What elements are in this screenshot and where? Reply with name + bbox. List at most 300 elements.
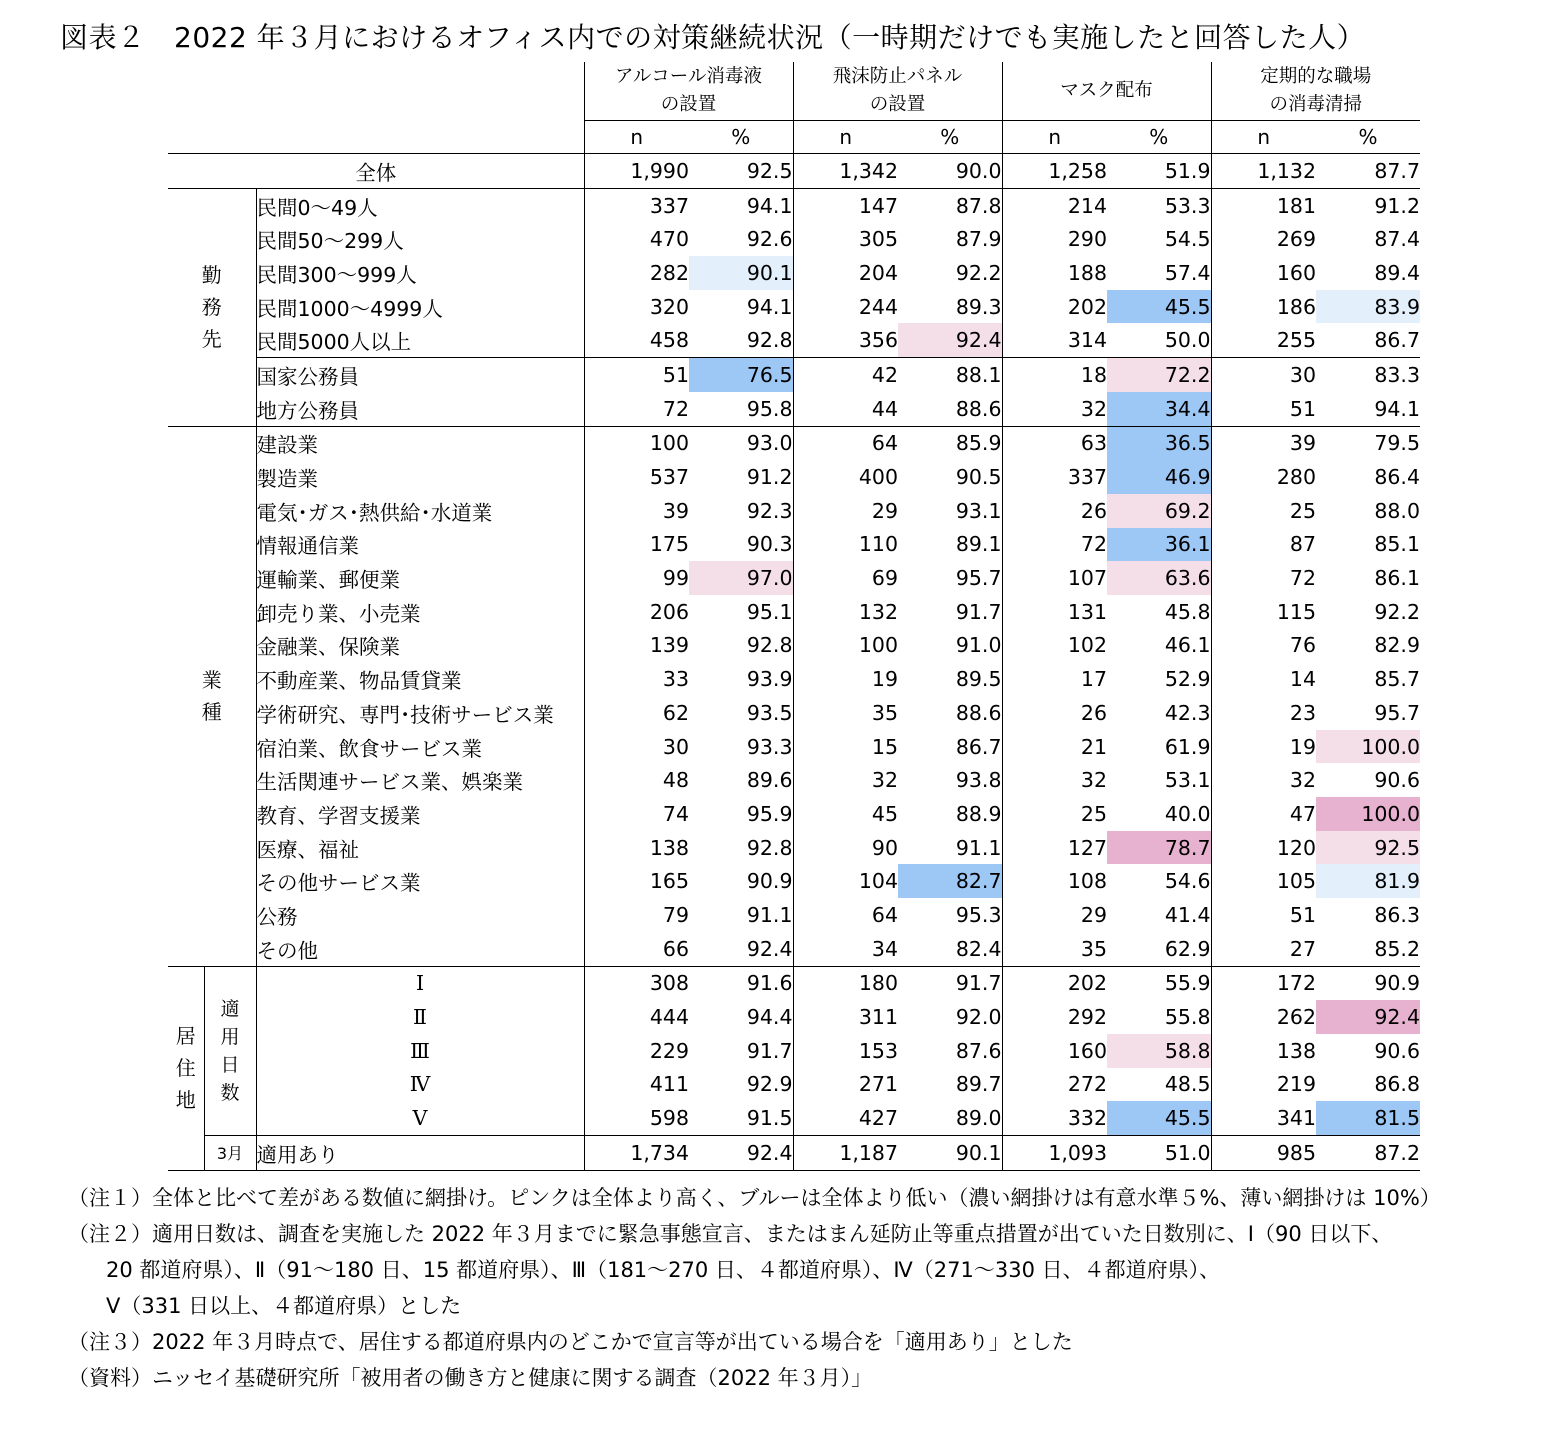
row-label: 民間5000人以上: [256, 323, 584, 357]
data-cell: 91.2: [1316, 188, 1420, 222]
data-cell: 147: [793, 188, 898, 222]
data-cell: 91.7: [955, 599, 1002, 624]
data-cell: 63.6: [1107, 561, 1211, 595]
data-cell: 95.3: [955, 902, 1002, 927]
data-cell: 32: [1002, 392, 1107, 426]
data-cell: 52.9: [1164, 667, 1211, 692]
data-cell: 40.0: [1164, 801, 1211, 826]
data-cell: 64: [793, 426, 898, 460]
data-cell: 45.8: [1164, 599, 1211, 624]
table-row: [168, 528, 1420, 562]
data-cell: 175: [584, 528, 689, 562]
side-label-march: 3月: [204, 1135, 256, 1170]
data-cell: 79: [584, 898, 689, 932]
data-cell: 282: [584, 256, 689, 290]
data-cell: 72: [584, 392, 689, 426]
data-cell: 229: [584, 1034, 689, 1068]
total-cell: 90.0: [898, 154, 1002, 189]
data-cell: 82.4: [955, 936, 1002, 961]
data-cell: 62.9: [1164, 936, 1211, 961]
data-cell: 45.5: [1107, 290, 1211, 324]
data-cell: 271: [793, 1068, 898, 1102]
row-label: 民間1000～4999人: [256, 290, 584, 324]
data-cell: 337: [584, 188, 689, 222]
data-cell: 32: [1002, 763, 1107, 797]
data-cell: 91.1: [746, 902, 793, 927]
data-cell: 78.7: [1107, 831, 1211, 865]
data-cell: 66: [584, 932, 689, 966]
data-cell: 153: [793, 1034, 898, 1068]
table-row: [168, 898, 1420, 932]
data-cell: 23: [1211, 696, 1316, 730]
table-row: [168, 1000, 1420, 1034]
side-label-char: 勤: [201, 263, 222, 288]
table-row: [168, 222, 1420, 256]
row-label: 適用あり: [256, 1135, 584, 1170]
data-cell: 308: [584, 966, 689, 1000]
data-cell: 204: [793, 256, 898, 290]
data-cell: 91.7: [898, 966, 1002, 1000]
data-cell: 115: [1211, 595, 1316, 629]
data-cell: 33: [584, 662, 689, 696]
data-cell: 46.9: [1107, 460, 1211, 494]
note-2-cont: 20 都道府県）、Ⅱ（91～180 日、15 都道府県）、Ⅲ（181～270 日、４都道府県）、Ⅳ（271～330 日、４都道府県）、: [106, 1258, 1221, 1282]
data-cell: 94.4: [746, 1005, 793, 1030]
header-n: n: [1211, 121, 1316, 154]
data-cell: 87.4: [1374, 227, 1420, 252]
row-label: 情報通信業: [256, 528, 584, 562]
data-cell: 34.4: [1107, 392, 1211, 426]
side-label-char: 務: [201, 295, 222, 320]
data-cell: 100.0: [1316, 730, 1420, 764]
row-label: 建設業: [256, 426, 584, 460]
side-label-char: 業: [201, 668, 222, 692]
data-cell: 91.7: [746, 1038, 793, 1063]
data-cell: 53.3: [1107, 188, 1211, 222]
data-cell: 63: [1002, 426, 1107, 460]
data-cell: 83.9: [1316, 290, 1420, 324]
table-row: [168, 1135, 1420, 1170]
table-row: [168, 188, 1420, 222]
side-label-char: 住: [175, 1056, 196, 1081]
table-row: [168, 460, 1420, 494]
data-cell: 90.6: [1374, 768, 1420, 793]
row-label: Ⅱ: [256, 1000, 584, 1034]
data-cell: 48.5: [1164, 1072, 1211, 1097]
data-cell: 100.0: [1316, 797, 1420, 831]
data-cell: 29: [1002, 898, 1107, 932]
side-label-kinmu: [168, 188, 256, 426]
table-row: [168, 358, 1420, 392]
data-cell: 79.5: [1316, 426, 1420, 460]
data-cell: 90.3: [746, 532, 793, 557]
data-cell: 87.8: [898, 188, 1002, 222]
table-row: [168, 730, 1420, 764]
data-cell: 93.0: [689, 426, 793, 460]
data-cell: 25: [1002, 797, 1107, 831]
data-cell: 108: [1002, 864, 1107, 898]
data-cell: 269: [1211, 222, 1316, 256]
data-cell: 34: [793, 932, 898, 966]
data-cell: 19: [793, 662, 898, 696]
data-cell: 21: [1002, 730, 1107, 764]
row-label: その他サービス業: [256, 864, 584, 898]
data-cell: 55.8: [1164, 1005, 1211, 1030]
table-row: [168, 763, 1420, 797]
table-row: [168, 797, 1420, 831]
data-cell: 86.1: [1374, 566, 1420, 591]
data-cell: 86.7: [1374, 328, 1420, 353]
data-cell: 160: [1002, 1034, 1107, 1068]
data-cell: 92.8: [746, 328, 793, 353]
data-cell: 1,093: [1002, 1135, 1107, 1170]
data-cell: 132: [793, 595, 898, 629]
data-cell: 35: [793, 696, 898, 730]
header-row-units: [168, 121, 1420, 154]
table-row: [168, 1034, 1420, 1068]
data-cell: 107: [1002, 561, 1107, 595]
data-cell: 92.9: [746, 1072, 793, 1097]
row-label: 運輸業、郵便業: [256, 561, 584, 595]
data-cell: 72: [1211, 561, 1316, 595]
table-row: [168, 629, 1420, 663]
data-cell: 120: [1211, 831, 1316, 865]
data-cell: 127: [1002, 831, 1107, 865]
data-cell: 76.5: [689, 358, 793, 392]
side-label-tekiyo: [204, 966, 256, 1135]
data-cell: 110: [793, 528, 898, 562]
data-cell: 30: [584, 730, 689, 764]
row-label: Ⅳ: [256, 1068, 584, 1102]
table-row: [168, 1068, 1420, 1102]
data-cell: 90.1: [689, 256, 793, 290]
side-label-char: 数: [220, 1081, 240, 1104]
data-cell: 36.1: [1107, 528, 1211, 562]
table-row: [168, 561, 1420, 595]
row-label: 医療、福祉: [256, 831, 584, 865]
data-cell: 69.2: [1107, 494, 1211, 528]
table-row: [168, 323, 1420, 357]
page-title: 図表２ 2022 年３月におけるオフィス内での対策継続状況（一時期だけでも実施したと回答した人）: [60, 21, 1366, 54]
data-cell: 35: [1002, 932, 1107, 966]
side-label-char: 日: [220, 1053, 240, 1076]
data-cell: 186: [1211, 290, 1316, 324]
data-cell: 88.6: [955, 700, 1002, 725]
header-pct: %: [731, 125, 751, 149]
data-cell: 92.4: [746, 936, 793, 961]
data-cell: 45.5: [1107, 1101, 1211, 1135]
data-cell: 72.2: [1107, 358, 1211, 392]
data-cell: 91.1: [955, 835, 1002, 860]
header-pct: %: [1358, 125, 1378, 149]
data-cell: 86.4: [1374, 465, 1420, 490]
data-cell: 30: [1211, 358, 1316, 392]
table-row: [168, 392, 1420, 426]
data-cell: 90.1: [898, 1135, 1002, 1170]
table-row: [168, 864, 1420, 898]
data-cell: 400: [793, 460, 898, 494]
data-cell: 90.5: [955, 465, 1002, 490]
data-cell: 105: [1211, 864, 1316, 898]
header-panel: 飛沫防止パネル の設置: [793, 62, 1002, 121]
side-label-char: 用: [220, 1025, 240, 1048]
data-cell: 202: [1002, 966, 1107, 1000]
data-cell: 214: [1002, 188, 1107, 222]
data-cell: 93.8: [955, 768, 1002, 793]
row-label: 製造業: [256, 460, 584, 494]
data-cell: 305: [793, 222, 898, 256]
data-cell: 598: [584, 1101, 689, 1135]
header-pct: %: [940, 125, 960, 149]
note-2: （注２）適用日数は、調査を実施した 2022 年３月までに緊急事態宣言、またはまん延防止等重点措置が出ていた日数別に、Ⅰ（90 日以下、: [68, 1222, 1393, 1246]
data-cell: 90.9: [746, 869, 793, 894]
data-cell: 87.2: [1316, 1135, 1420, 1170]
data-cell: 85.2: [1374, 936, 1420, 961]
row-label: 金融業、保険業: [256, 629, 584, 663]
data-cell: 92.6: [746, 227, 793, 252]
data-cell: 25: [1211, 494, 1316, 528]
data-cell: 82.7: [898, 864, 1002, 898]
data-cell: 1,187: [793, 1135, 898, 1170]
header-pct: %: [1149, 125, 1169, 149]
data-cell: 131: [1002, 595, 1107, 629]
total-cell: 87.7: [1316, 154, 1420, 189]
data-cell: 50.0: [1164, 328, 1211, 353]
data-cell: 74: [584, 797, 689, 831]
data-cell: 95.7: [1374, 700, 1420, 725]
data-cell: 458: [584, 323, 689, 357]
notes: [68, 1180, 1441, 1396]
data-cell: 100: [584, 426, 689, 460]
table-row: [168, 662, 1420, 696]
table-row: [168, 966, 1420, 1000]
data-cell: 202: [1002, 290, 1107, 324]
data-cell: 206: [584, 595, 689, 629]
data-cell: 427: [793, 1101, 898, 1135]
data-cell: 54.5: [1164, 227, 1211, 252]
data-cell: 94.1: [1374, 396, 1420, 421]
data-cell: 138: [1211, 1034, 1316, 1068]
total-cell: 92.5: [689, 154, 793, 189]
table-row: [168, 290, 1420, 324]
data-cell: 89.3: [955, 294, 1002, 319]
data-cell: 27: [1211, 932, 1316, 966]
data-cell: 91.2: [746, 465, 793, 490]
row-label: 教育、学習支援業: [256, 797, 584, 831]
data-cell: 32: [1211, 763, 1316, 797]
data-cell: 470: [584, 222, 689, 256]
data-cell: 92.2: [955, 260, 1002, 285]
row-label: 地方公務員: [256, 392, 584, 426]
data-cell: 92.8: [746, 633, 793, 658]
data-cell: 19: [1211, 730, 1316, 764]
data-cell: 47: [1211, 797, 1316, 831]
row-label: 学術研究、専門･技術サービス業: [256, 696, 584, 730]
data-cell: 91.5: [746, 1106, 793, 1131]
data-cell: 81.5: [1316, 1101, 1420, 1135]
note-1: （注１）全体と比べて差がある数値に網掛け。ピンクは全体より高く、ブルーは全体より低い（濃い網掛けは有意水準５%、薄い網掛けは 10%）: [68, 1186, 1441, 1210]
data-cell: 89.0: [955, 1106, 1002, 1131]
data-cell: 91.6: [689, 966, 793, 1000]
side-label-kyoju: [168, 966, 204, 1170]
row-label: 民間300～999人: [256, 256, 584, 290]
total-row: [168, 154, 1420, 189]
data-cell: 29: [793, 494, 898, 528]
table-row: [168, 256, 1420, 290]
header-row-groups: [168, 62, 1420, 121]
row-label: 不動産業、物品賃貸業: [256, 662, 584, 696]
table-row: [168, 932, 1420, 966]
data-cell: 92.4: [898, 323, 1002, 357]
data-table: [168, 62, 1420, 1171]
row-label: 国家公務員: [256, 358, 584, 392]
data-cell: 102: [1002, 629, 1107, 663]
data-cell: 88.0: [1374, 498, 1420, 523]
data-cell: 93.3: [746, 734, 793, 759]
data-cell: 89.4: [1374, 260, 1420, 285]
data-cell: 88.1: [898, 358, 1002, 392]
data-cell: 85.1: [1374, 532, 1420, 557]
table-row: [168, 494, 1420, 528]
data-cell: 76: [1211, 629, 1316, 663]
data-cell: 45: [793, 797, 898, 831]
total-cell: 1,132: [1211, 154, 1316, 189]
data-cell: 17: [1002, 662, 1107, 696]
note-2-cont: Ⅴ（331 日以上、４都道府県）とした: [106, 1294, 462, 1318]
data-cell: 244: [793, 290, 898, 324]
data-cell: 85.7: [1374, 667, 1420, 692]
data-cell: 292: [1002, 1000, 1107, 1034]
header-alcohol: アルコール消毒液 の設置: [584, 62, 793, 121]
data-cell: 87: [1211, 528, 1316, 562]
data-cell: 32: [793, 763, 898, 797]
data-cell: 92.5: [1316, 831, 1420, 865]
data-cell: 86.7: [955, 734, 1002, 759]
data-cell: 18: [1002, 358, 1107, 392]
data-cell: 90.9: [1316, 966, 1420, 1000]
data-cell: 104: [793, 864, 898, 898]
row-label: Ⅰ: [256, 966, 584, 1000]
table-row: [168, 831, 1420, 865]
data-cell: 51: [584, 358, 689, 392]
note-3: （注３）2022 年３月時点で、居住する都道府県内のどこかで宣言等が出ている場合を「適用あり」とした: [68, 1330, 1073, 1354]
data-cell: 337: [1002, 460, 1107, 494]
data-cell: 26: [1002, 494, 1107, 528]
data-cell: 95.9: [746, 801, 793, 826]
data-cell: 88.9: [955, 801, 1002, 826]
data-cell: 341: [1211, 1101, 1316, 1135]
data-cell: 93.9: [746, 667, 793, 692]
side-label-gyoshu: [168, 426, 256, 966]
data-cell: 81.9: [1316, 864, 1420, 898]
data-cell: 311: [793, 1000, 898, 1034]
data-cell: 100: [793, 629, 898, 663]
data-cell: 314: [1002, 323, 1107, 357]
data-cell: 90: [793, 831, 898, 865]
data-cell: 290: [1002, 222, 1107, 256]
data-cell: 36.5: [1107, 426, 1211, 460]
row-label: その他: [256, 932, 584, 966]
data-cell: 95.7: [955, 566, 1002, 591]
data-cell: 89.1: [955, 532, 1002, 557]
data-cell: 72: [1002, 528, 1107, 562]
data-cell: 42: [793, 358, 898, 392]
data-cell: 51: [1211, 392, 1316, 426]
data-cell: 58.8: [1107, 1034, 1211, 1068]
data-cell: 92.4: [1316, 1000, 1420, 1034]
data-cell: 92.4: [689, 1135, 793, 1170]
row-label: 電気･ガス･熱供給･水道業: [256, 494, 584, 528]
data-cell: 51.0: [1107, 1135, 1211, 1170]
data-cell: 85.9: [898, 426, 1002, 460]
header-n: n: [1002, 121, 1107, 154]
row-label: 民間50～299人: [256, 222, 584, 256]
data-cell: 180: [793, 966, 898, 1000]
data-cell: 320: [584, 290, 689, 324]
side-label-char: 地: [175, 1088, 196, 1113]
data-cell: 62: [584, 696, 689, 730]
data-cell: 93.1: [955, 498, 1002, 523]
data-cell: 272: [1002, 1068, 1107, 1102]
total-label: 全体: [168, 154, 584, 189]
row-label: 生活関連サービス業、娯楽業: [256, 763, 584, 797]
data-cell: 985: [1211, 1135, 1316, 1170]
total-cell: 1,990: [584, 154, 689, 189]
side-label-char: 先: [201, 327, 222, 352]
row-label: Ⅴ: [256, 1101, 584, 1135]
table-row: [168, 426, 1420, 460]
data-cell: 188: [1002, 256, 1107, 290]
header-n: n: [584, 121, 689, 154]
data-cell: 99: [584, 561, 689, 595]
data-cell: 94.1: [689, 188, 793, 222]
side-label-char: 居: [175, 1024, 196, 1049]
data-cell: 93.5: [746, 700, 793, 725]
total-cell: 51.9: [1107, 154, 1211, 189]
data-cell: 48: [584, 763, 689, 797]
data-cell: 280: [1211, 460, 1316, 494]
total-cell: 1,342: [793, 154, 898, 189]
table-row: [168, 1101, 1420, 1135]
data-cell: 89.6: [746, 768, 793, 793]
data-cell: 82.9: [1374, 633, 1420, 658]
data-cell: 87.6: [955, 1038, 1002, 1063]
header-mask: マスク配布: [1002, 62, 1211, 121]
data-cell: 95.8: [746, 396, 793, 421]
data-cell: 91.0: [955, 633, 1002, 658]
data-cell: 139: [584, 629, 689, 663]
data-cell: 94.1: [746, 294, 793, 319]
data-cell: 356: [793, 323, 898, 357]
side-label-char: 適: [220, 997, 240, 1020]
header-cleaning: 定期的な職場 の消毒清掃: [1211, 62, 1420, 121]
data-cell: 97.0: [689, 561, 793, 595]
row-label: 宿泊業、飲食サービス業: [256, 730, 584, 764]
data-cell: 64: [793, 898, 898, 932]
data-cell: 39: [584, 494, 689, 528]
data-cell: 219: [1211, 1068, 1316, 1102]
data-cell: 332: [1002, 1101, 1107, 1135]
data-cell: 87.9: [955, 227, 1002, 252]
data-cell: 1,734: [584, 1135, 689, 1170]
row-label: Ⅲ: [256, 1034, 584, 1068]
row-label: 公務: [256, 898, 584, 932]
data-cell: 411: [584, 1068, 689, 1102]
data-cell: 69: [793, 561, 898, 595]
data-cell: 26: [1002, 696, 1107, 730]
data-cell: 160: [1211, 256, 1316, 290]
data-cell: 88.6: [955, 396, 1002, 421]
